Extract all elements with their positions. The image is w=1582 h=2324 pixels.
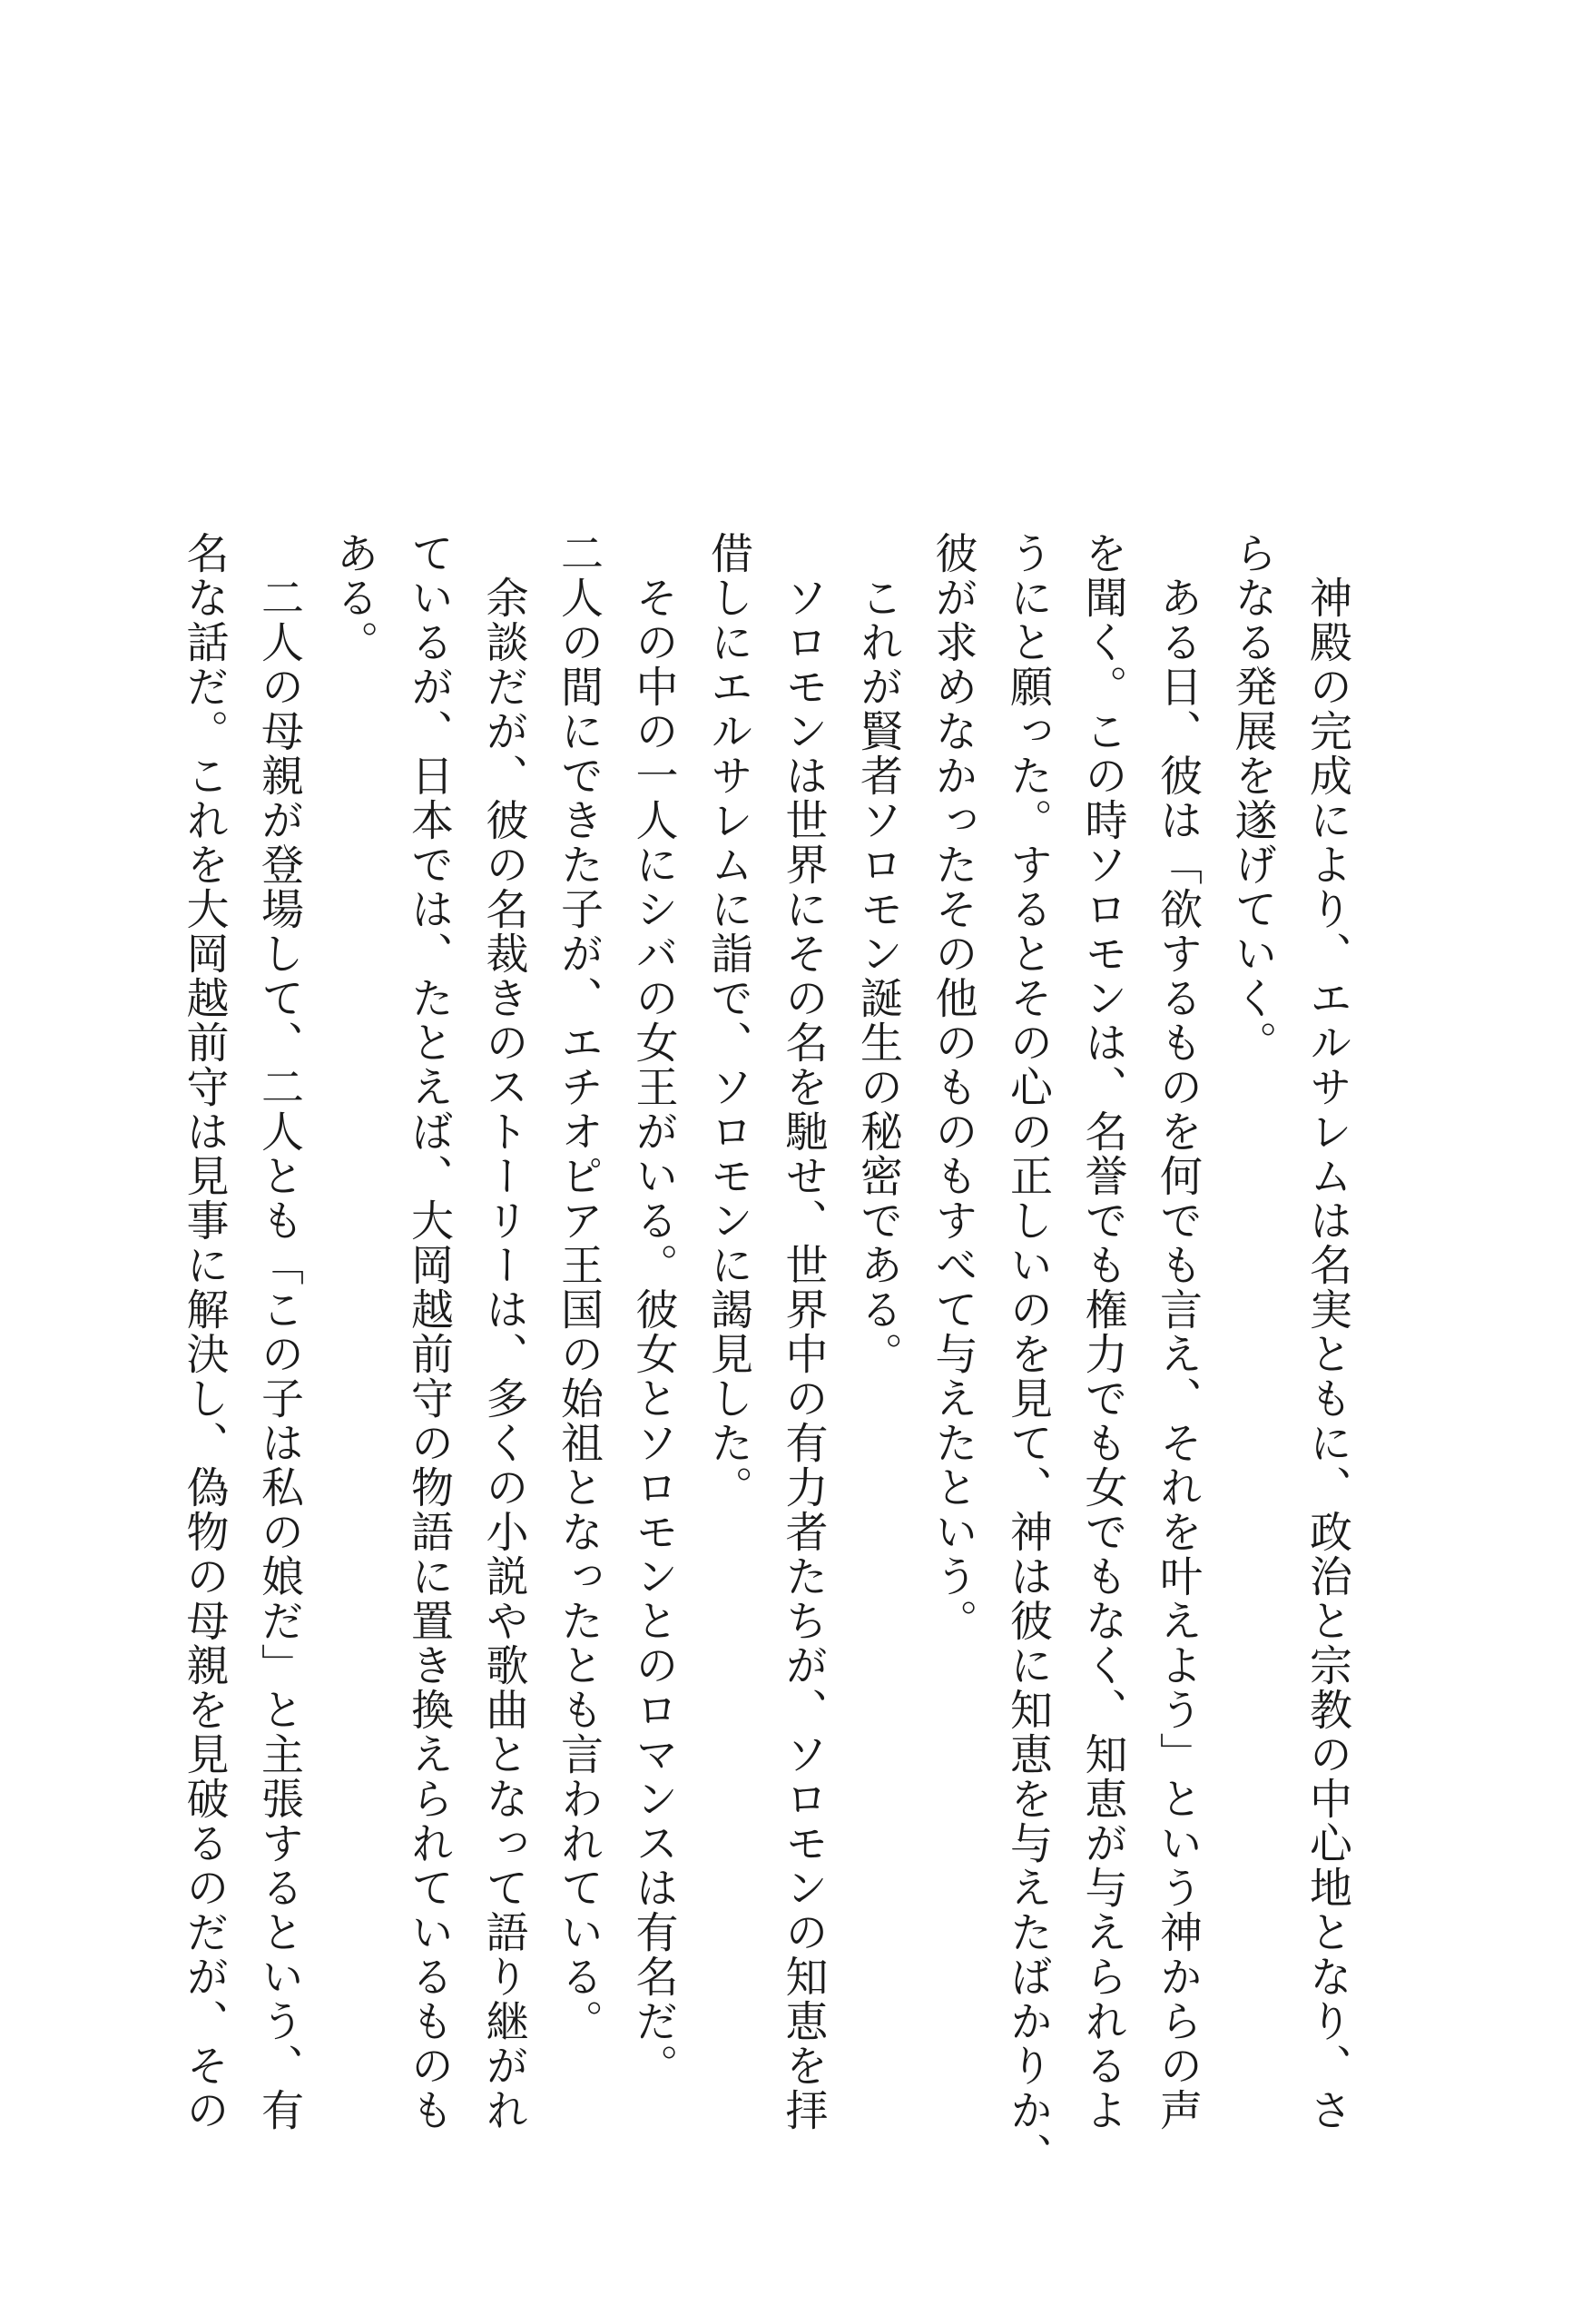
text-line-1: 神殿の完成により、エルサレムは名実ともに、政治と宗教の中心地となり、さ	[1302, 531, 1352, 2132]
text-line-12: 余談だが、彼の名裁きのストーリーは、多くの小説や歌曲となって語り継がれ	[478, 531, 529, 2132]
text-line-7: これが賢者ソロモン誕生の秘密である。	[853, 531, 903, 1376]
text-line-2: らなる発展を遂げていく。	[1227, 531, 1278, 1065]
text-line-5: うにと願った。するとその心の正しいのを見て、神は彼に知恵を与えたばかりか、	[1003, 531, 1053, 2177]
text-line-6: 彼が求めなかったその他のものもすべて与えたという。	[928, 531, 978, 1643]
text-line-11: 二人の間にできた子が、エチオピア王国の始祖となったとも言われている。	[554, 531, 604, 2043]
text-line-8: ソロモンは世界にその名を馳せ、世界中の有力者たちが、ソロモンの知恵を拝	[778, 531, 829, 2132]
text-line-9: 借しにエルサレムに詣で、ソロモンに謁見した。	[703, 531, 753, 1510]
text-line-15: 二人の母親が登場して、二人とも「この子は私の娘だ」と主張するという、有	[254, 531, 304, 2132]
text-line-13: ているが、日本では、たとえば、大岡越前守の物語に置き換えられているものも	[404, 531, 454, 2132]
text-line-14: ある。	[329, 531, 379, 665]
text-line-16: 名な話だ。これを大岡越前守は見事に解決し、偽物の母親を見破るのだが、その	[179, 531, 230, 2132]
vertical-text-block	[166, 531, 1364, 2183]
text-line-3: ある日、彼は「欲するものを何でも言え、それを叶えよう」という神からの声	[1153, 531, 1203, 2132]
text-line-10: その中の一人にシバの女王がいる。彼女とソロモンとのロマンスは有名だ。	[628, 531, 679, 2088]
text-line-4: を聞く。この時ソロモンは、名誉でも権力でも女でもなく、知恵が与えられるよ	[1077, 531, 1128, 2132]
